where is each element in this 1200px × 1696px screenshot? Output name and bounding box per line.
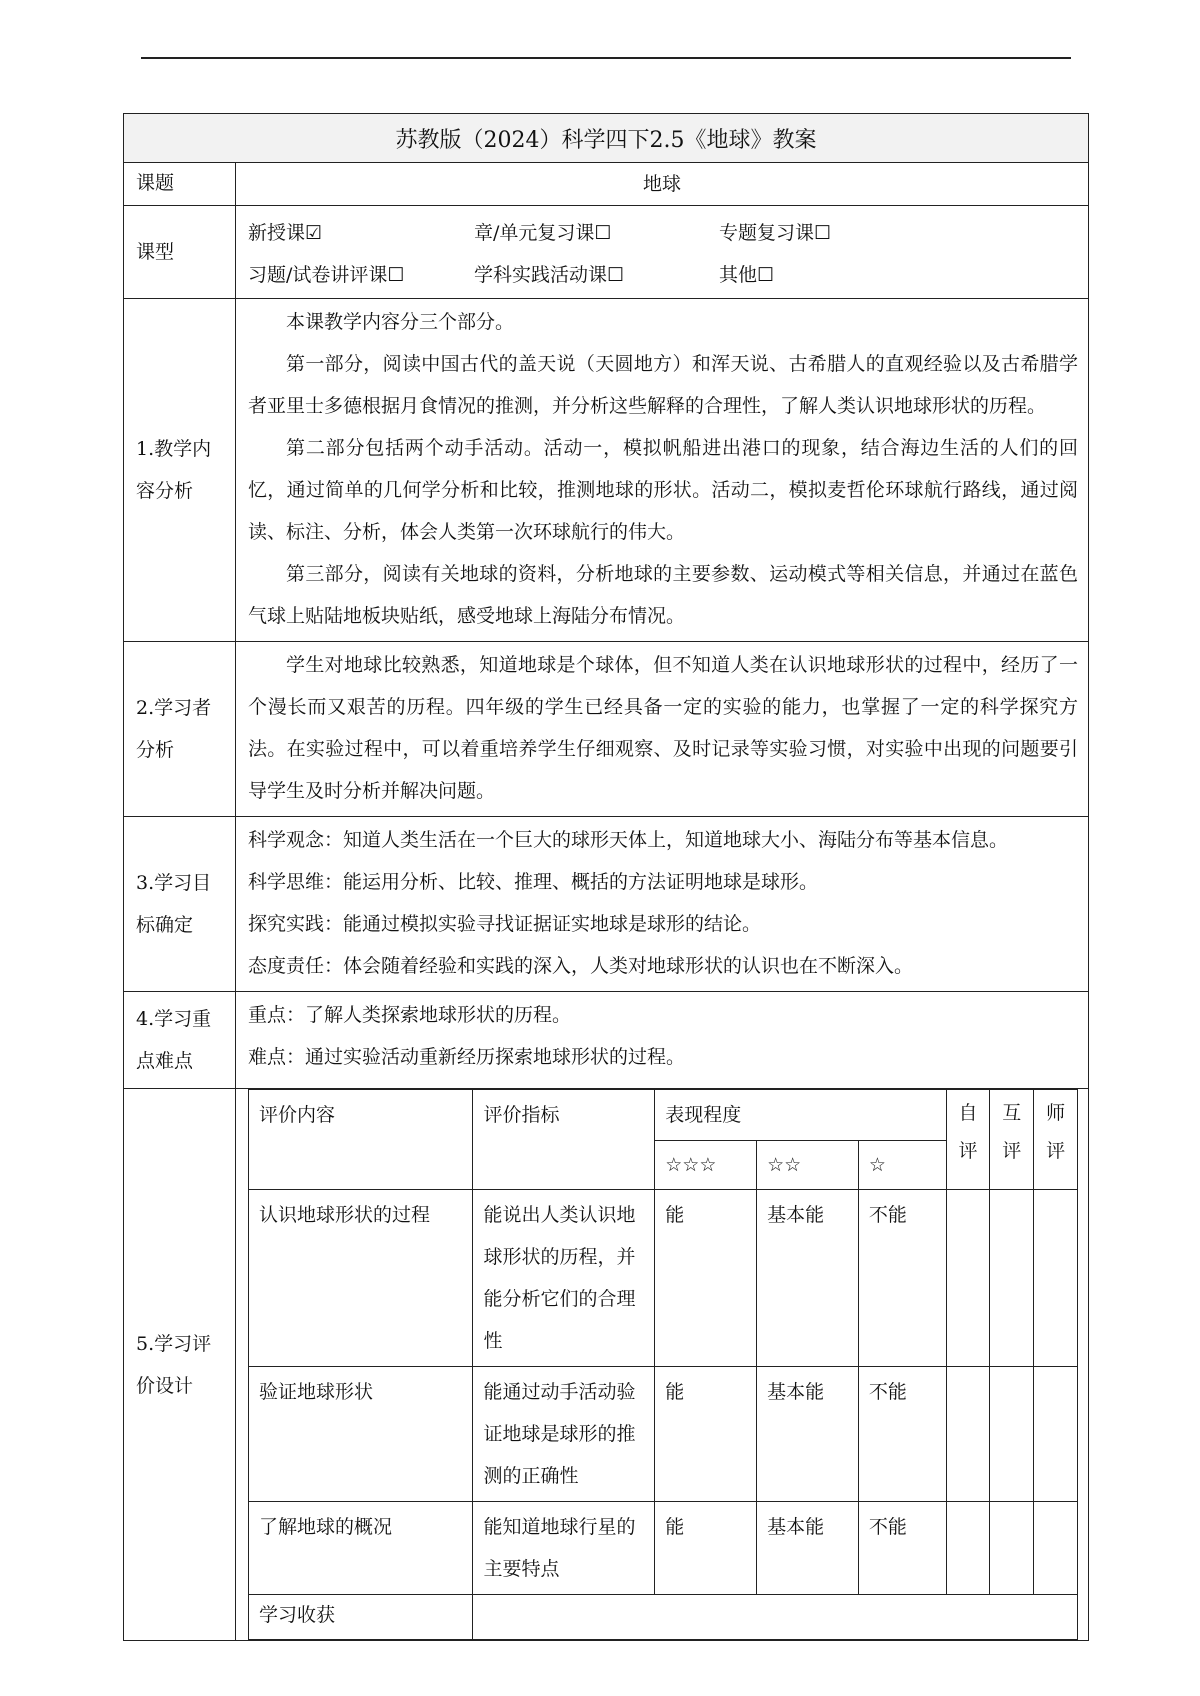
lesson-plan-table xyxy=(123,113,1089,1641)
table-row xyxy=(249,1367,1078,1502)
header-indicator: 评价指标 xyxy=(473,1090,655,1190)
eval-indicator: 能通过动手活动验证地球是球形的推测的正确性 xyxy=(473,1367,655,1502)
lesson-type-options xyxy=(236,206,1089,299)
section1-content xyxy=(236,299,1089,642)
header-peer-eval: 互评 xyxy=(990,1090,1034,1190)
section4-label: 4.学习重点难点 xyxy=(124,992,236,1089)
header-self-eval: 自评 xyxy=(946,1090,990,1190)
difficulty-line: 难点：通过实验活动重新经历探索地球形状的过程。 xyxy=(248,1046,686,1068)
peer-eval-cell[interactable] xyxy=(990,1367,1034,1502)
section5-label: 5.学习评价设计 xyxy=(124,1089,236,1641)
header-two-stars: ☆☆ xyxy=(757,1141,859,1190)
option-exercise-review[interactable]: 习题/试卷讲评课☐ xyxy=(248,263,405,286)
self-eval-cell[interactable] xyxy=(946,1367,990,1502)
section1-paragraph: 本课教学内容分三个部分。 xyxy=(286,311,515,333)
teacher-eval-cell[interactable] xyxy=(1034,1367,1078,1502)
header-one-star: ☆ xyxy=(858,1141,946,1190)
section4-content xyxy=(236,992,1089,1089)
header-three-stars: ☆☆☆ xyxy=(655,1141,757,1190)
section1-paragraph: 第三部分，阅读有关地球的资料，分析地球的主要参数、运动模式等相关信息，并通过在蓝色气球上贴陆地板块贴纸，感受地球上海陆分布情况。 xyxy=(248,563,1079,627)
level-good: 能 xyxy=(655,1367,757,1502)
level-poor: 不能 xyxy=(858,1367,946,1502)
option-topic-review[interactable]: 专题复习课☐ xyxy=(719,221,832,244)
topic-label: 课题 xyxy=(124,163,236,206)
self-eval-cell[interactable] xyxy=(946,1190,990,1367)
option-practice-activity[interactable]: 学科实践活动课☐ xyxy=(474,263,625,286)
section3-label: 3.学习目标确定 xyxy=(124,817,236,992)
objective-line: 态度责任：体会随着经验和实践的深入，人类对地球形状的认识也在不断深入。 xyxy=(248,955,914,977)
section3-content xyxy=(236,817,1089,992)
level-good: 能 xyxy=(655,1190,757,1367)
learning-gain-label: 学习收获 xyxy=(249,1595,473,1640)
table-row xyxy=(249,1502,1078,1595)
section1-paragraph: 第二部分包括两个动手活动。活动一，模拟帆船进出港口的现象，结合海边生活的人们的回忆，通过简单的几何学分析和比较，推测地球的形状。活动二，模拟麦哲伦环球航行路线，通过阅读、标注、分析，体会人类第一次环球航行的伟大。 xyxy=(248,437,1079,543)
header-performance: 表现程度 xyxy=(655,1090,946,1141)
teacher-eval-cell[interactable] xyxy=(1034,1190,1078,1367)
key-point-line: 重点：了解人类探索地球形状的历程。 xyxy=(248,1004,572,1026)
level-basic: 基本能 xyxy=(757,1367,859,1502)
level-poor: 不能 xyxy=(858,1190,946,1367)
self-eval-cell[interactable] xyxy=(946,1502,990,1595)
eval-indicator: 能说出人类认识地球形状的历程，并能分析它们的合理性 xyxy=(473,1190,655,1367)
level-good: 能 xyxy=(655,1502,757,1595)
peer-eval-cell[interactable] xyxy=(990,1190,1034,1367)
teacher-eval-cell[interactable] xyxy=(1034,1502,1078,1595)
evaluation-table xyxy=(248,1089,1078,1640)
lesson-type-label: 课型 xyxy=(124,206,236,299)
learning-gain-field[interactable] xyxy=(473,1595,1078,1640)
eval-content: 验证地球形状 xyxy=(249,1367,473,1502)
objective-line: 科学思维：能运用分析、比较、推理、概括的方法证明地球是球形。 xyxy=(248,871,819,893)
section1-paragraph: 第一部分，阅读中国古代的盖天说（天圆地方）和浑天说、古希腊人的直观经验以及古希腊学者亚里士多德根据月食情况的推测，并分析这些解释的合理性，了解人类认识地球形状的历程。 xyxy=(248,353,1079,417)
page-header-rule xyxy=(141,57,1071,59)
objective-line: 探究实践：能通过模拟实验寻找证据证实地球是球形的结论。 xyxy=(248,913,762,935)
section2-label: 2.学习者分析 xyxy=(124,642,236,817)
section2-content xyxy=(236,642,1089,817)
option-new-lesson[interactable]: 新授课☑ xyxy=(248,221,323,244)
eval-content: 了解地球的概况 xyxy=(249,1502,473,1595)
level-poor: 不能 xyxy=(858,1502,946,1595)
section2-paragraph: 学生对地球比较熟悉，知道地球是个球体，但不知道人类在认识地球形状的过程中，经历了一个漫长而又艰苦的历程。四年级的学生已经具备一定的实验的能力，也掌握了一定的科学探究方法。在实验过程中，可以着重培养学生仔细观察、及时记录等实验习惯，对实验中出现的问题要引导学生及时分析并解决问题。 xyxy=(248,654,1079,802)
level-basic: 基本能 xyxy=(757,1190,859,1367)
section1-label: 1.教学内容分析 xyxy=(124,299,236,642)
document-title: 苏教版（2024）科学四下2.5《地球》教案 xyxy=(124,114,1089,163)
topic-value: 地球 xyxy=(236,163,1089,206)
evaluation-container xyxy=(236,1089,1089,1641)
peer-eval-cell[interactable] xyxy=(990,1502,1034,1595)
objective-line: 科学观念：知道人类生活在一个巨大的球形天体上，知道地球大小、海陆分布等基本信息。 xyxy=(248,829,1009,851)
level-basic: 基本能 xyxy=(757,1502,859,1595)
table-row xyxy=(249,1190,1078,1367)
header-content: 评价内容 xyxy=(249,1090,473,1190)
option-other[interactable]: 其他☐ xyxy=(719,263,775,286)
eval-indicator: 能知道地球行星的主要特点 xyxy=(473,1502,655,1595)
header-teacher-eval: 师评 xyxy=(1034,1090,1078,1190)
option-unit-review[interactable]: 章/单元复习课☐ xyxy=(474,221,612,244)
eval-content: 认识地球形状的过程 xyxy=(249,1190,473,1367)
